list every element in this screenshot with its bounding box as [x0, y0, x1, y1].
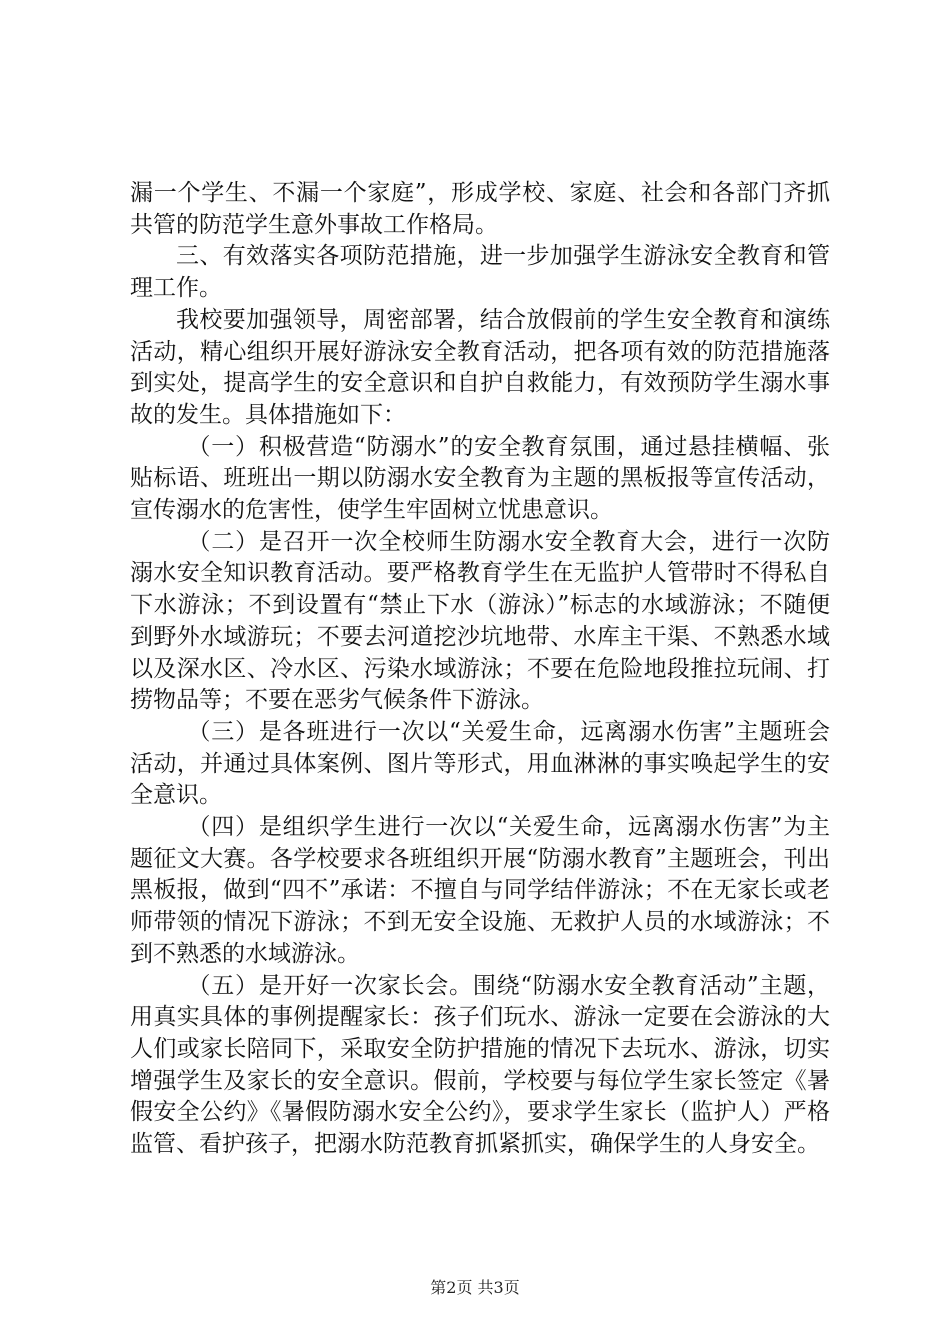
paragraph-intro: 我校要加强领导，周密部署，结合放假前的学生安全教育和演练活动，精心组织开展好游泳安全教育活动，把各项有效的防范措施落到实处，提高学生的安全意识和自护自救能力，有效预防学生溺水事故的发生。具体措施如下：: [130, 306, 830, 428]
page-footer: 第2页 共3页: [430, 1278, 520, 1297]
paragraph-item-two: （二）是召开一次全校师生防溺水安全教育大会，进行一次防溺水安全知识教育活动。要严格教育学生在无监护人管带时不得私自下水游泳；不到设置有“禁止下水（游泳）”标志的水域游泳；不随便到野外水域游玩；不要去河道挖沙坑地带、水库主干渠、不熟悉水域以及深水区、冷水区、污染水域游泳；不要在危险地段推拉玩闹、打捞物品等；不要在恶劣气候条件下游泳。: [130, 528, 830, 714]
paragraph-item-five: （五）是开好一次家长会。围绕“防溺水安全教育活动”主题，用真实具体的事例提醒家长：孩子们玩水、游泳一定要在会游泳的大人们或家长陪同下，采取安全防护措施的情况下去玩水、游泳，切实增强学生及家长的安全意识。假前，学校要与每位学生家长签定《暑假安全公约》《暑假防溺水安全公约》，要求学生家长（监护人）严格监管、看护孩子，把溺水防范教育抓紧抓实，确保学生的人身安全。: [130, 972, 830, 1158]
paragraph-item-three: （三）是各班进行一次以“关爱生命，远离溺水伤害”主题班会活动，并通过具体案例、图片等形式，用血淋淋的事实唤起学生的安全意识。: [130, 718, 830, 809]
paragraph-item-one: （一）积极营造“防溺水”的安全教育氛围，通过悬挂横幅、张贴标语、班班出一期以防溺水安全教育为主题的黑板报等宣传活动，宣传溺水的危害性，使学生牢固树立忧患意识。: [130, 433, 830, 524]
paragraph-continuation: 漏一个学生、不漏一个家庭”，形成学校、家庭、社会和各部门齐抓共管的防范学生意外事故工作格局。: [130, 180, 830, 238]
document-body: [130, 178, 830, 1161]
section-heading-three: 三、有效落实各项防范措施，进一步加强学生游泳安全教育和管理工作。: [130, 243, 830, 302]
paragraph-item-four: （四）是组织学生进行一次以“关爱生命，远离溺水伤害”为主题征文大赛。各学校要求各班组织开展“防溺水教育”主题班会，刊出黑板报，做到“四不”承诺：不擅自与同学结伴游泳；不在无家长或老师带领的情况下游泳；不到无安全设施、无救护人员的水域游泳；不到不熟悉的水域游泳。: [130, 814, 830, 967]
